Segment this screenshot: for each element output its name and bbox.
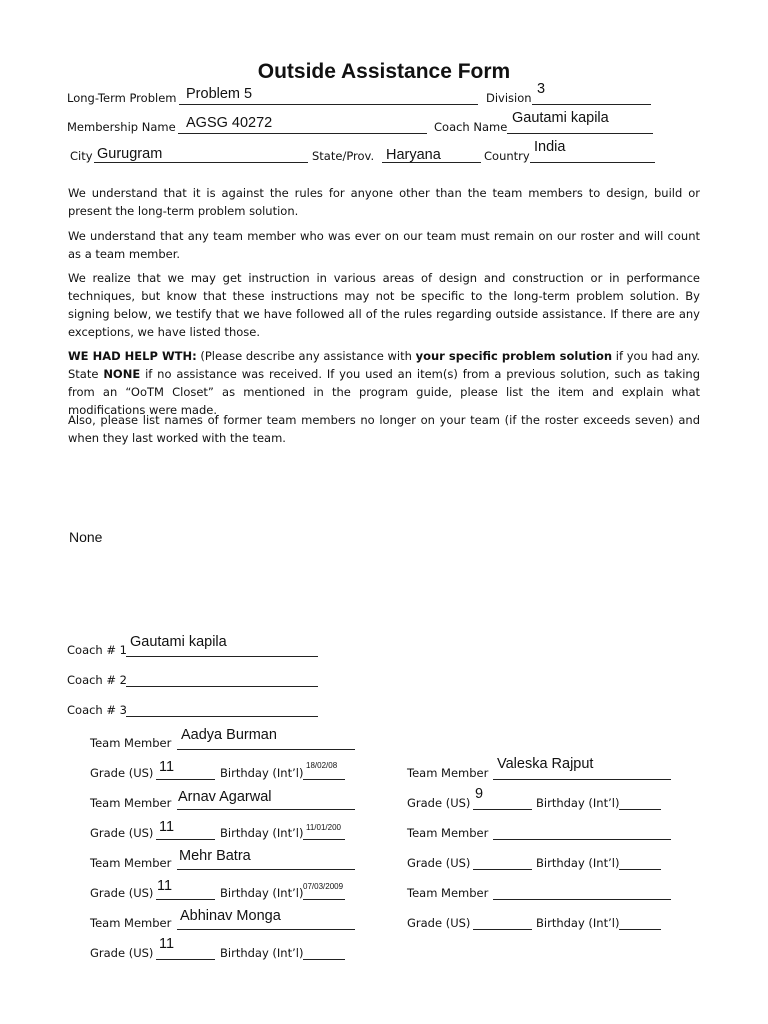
team-member-field[interactable]: Arnav Agarwal	[178, 789, 272, 805]
coach-field[interactable]: Gautami kapila	[512, 110, 609, 126]
team-member-line	[493, 779, 671, 780]
grade-label: Grade (US)	[407, 916, 471, 930]
grade-field[interactable]: 11	[159, 759, 175, 775]
division-label: Division	[486, 91, 532, 105]
grade-label: Grade (US)	[90, 946, 154, 960]
grade-line	[473, 929, 532, 930]
grade-field[interactable]: 9	[475, 786, 484, 802]
birthday-line	[303, 959, 345, 960]
division-line	[532, 104, 651, 105]
birthday-field[interactable]: 07/03/2009	[303, 882, 344, 891]
birthday-label: Birthday (Int’l)	[220, 766, 304, 780]
form-title: Outside Assistance Form	[257, 60, 511, 83]
country-field[interactable]: India	[534, 139, 566, 155]
grade-line	[473, 809, 532, 810]
team-member-label: Team Member	[90, 796, 172, 810]
team-member-line	[177, 809, 355, 810]
paragraph-roster: We understand that any team member who was ever on our team must remain on our roster and will count as a team member.	[68, 229, 700, 261]
birthday-line	[619, 809, 661, 810]
birthday-line	[303, 839, 345, 840]
help-bold-2: your specific problem solution	[415, 349, 613, 363]
paragraph-former-members: Also, please list names of former team members no longer on your team (if the roster exceeds seven) and when they last worked with the team.	[68, 413, 700, 445]
grade-label: Grade (US)	[407, 856, 471, 870]
birthday-line	[619, 869, 661, 870]
grade-line	[156, 959, 215, 960]
city-label: City	[70, 149, 93, 163]
state-field[interactable]: Haryana	[386, 147, 441, 163]
help-text-1: (Please describe any assistance with	[196, 349, 416, 363]
team-member-line	[493, 839, 671, 840]
problem-label: Long-Term Problem	[67, 91, 177, 105]
team-member-line	[177, 929, 355, 930]
team-member-label: Team Member	[407, 886, 489, 900]
grade-line	[156, 839, 215, 840]
team-member-label: Team Member	[90, 736, 172, 750]
team-member-field[interactable]: Mehr Batra	[179, 848, 251, 864]
birthday-label: Birthday (Int’l)	[536, 916, 620, 930]
paragraph-instruction: We realize that we may get instruction in various areas of design and construction or in performance techniques, but know that these instructions may not be specific to the long-term problem solution. By signing below, we testify that we have followed all of the rules regarding outside assistance. If there are any exceptions, we have listed those.	[68, 271, 700, 339]
country-label: Country	[484, 149, 530, 163]
coach-label: Coach Name	[434, 120, 508, 134]
team-member-line	[177, 749, 355, 750]
grade-field[interactable]: 11	[159, 819, 175, 835]
grade-line	[473, 869, 532, 870]
state-label: State/Prov.	[312, 149, 375, 163]
city-field[interactable]: Gurugram	[97, 146, 163, 162]
problem-field[interactable]: Problem 5	[186, 86, 253, 102]
help-text-3: if no assistance was received. If you used an item(s) from a previous solution, such as taking from an “OoTM Closet” as mentioned in the program guide, please list the item and explain what modifications were made.	[68, 367, 700, 417]
coach1-line	[126, 656, 318, 657]
birthday-label: Birthday (Int’l)	[220, 826, 304, 840]
grade-label: Grade (US)	[90, 886, 154, 900]
team-member-line	[177, 869, 355, 870]
membership-label: Membership Name	[67, 120, 176, 134]
city-line	[94, 162, 308, 163]
team-member-field[interactable]: Aadya Burman	[181, 727, 277, 743]
team-member-label: Team Member	[90, 916, 172, 930]
grade-field[interactable]: 11	[157, 878, 173, 894]
team-member-field[interactable]: Abhinav Monga	[180, 908, 281, 924]
help-text-2: if you had any. State	[68, 349, 700, 381]
paragraph-rules: We understand that it is against the rules for anyone other than the team members to design, build or present the long-term problem solution.	[68, 186, 700, 218]
birthday-label: Birthday (Int’l)	[220, 886, 304, 900]
membership-line	[178, 133, 427, 134]
birthday-field[interactable]: 18/02/08	[306, 761, 338, 770]
birthday-line	[303, 899, 345, 900]
coach3-line	[126, 716, 318, 717]
grade-field[interactable]: 11	[159, 936, 175, 952]
grade-label: Grade (US)	[407, 796, 471, 810]
problem-line	[179, 104, 478, 105]
division-field[interactable]: 3	[537, 81, 546, 97]
coach3-label: Coach # 3	[67, 703, 127, 717]
birthday-label: Birthday (Int’l)	[536, 856, 620, 870]
team-member-line	[493, 899, 671, 900]
grade-label: Grade (US)	[90, 766, 154, 780]
coach1-field[interactable]: Gautami kapila	[130, 634, 227, 650]
grade-line	[156, 899, 215, 900]
coach2-line	[126, 686, 318, 687]
help-bold-none: NONE	[103, 367, 141, 381]
team-member-label: Team Member	[407, 826, 489, 840]
coach1-label: Coach # 1	[67, 643, 127, 657]
help-heading: WE HAD HELP WTH:	[68, 349, 197, 363]
birthday-line	[303, 779, 345, 780]
birthday-label: Birthday (Int’l)	[536, 796, 620, 810]
birthday-line	[619, 929, 661, 930]
birthday-label: Birthday (Int’l)	[220, 946, 304, 960]
country-line	[530, 162, 655, 163]
assistance-answer[interactable]: None	[69, 529, 103, 545]
team-member-field[interactable]: Valeska Rajput	[497, 756, 594, 772]
team-member-label: Team Member	[407, 766, 489, 780]
grade-label: Grade (US)	[90, 826, 154, 840]
coach2-label: Coach # 2	[67, 673, 127, 687]
membership-field[interactable]: AGSG 40272	[186, 115, 273, 131]
grade-line	[156, 779, 215, 780]
birthday-field[interactable]: 11/01/200	[306, 823, 341, 832]
paragraph-help-with	[68, 347, 700, 419]
team-member-label: Team Member	[90, 856, 172, 870]
coach-line	[507, 133, 653, 134]
